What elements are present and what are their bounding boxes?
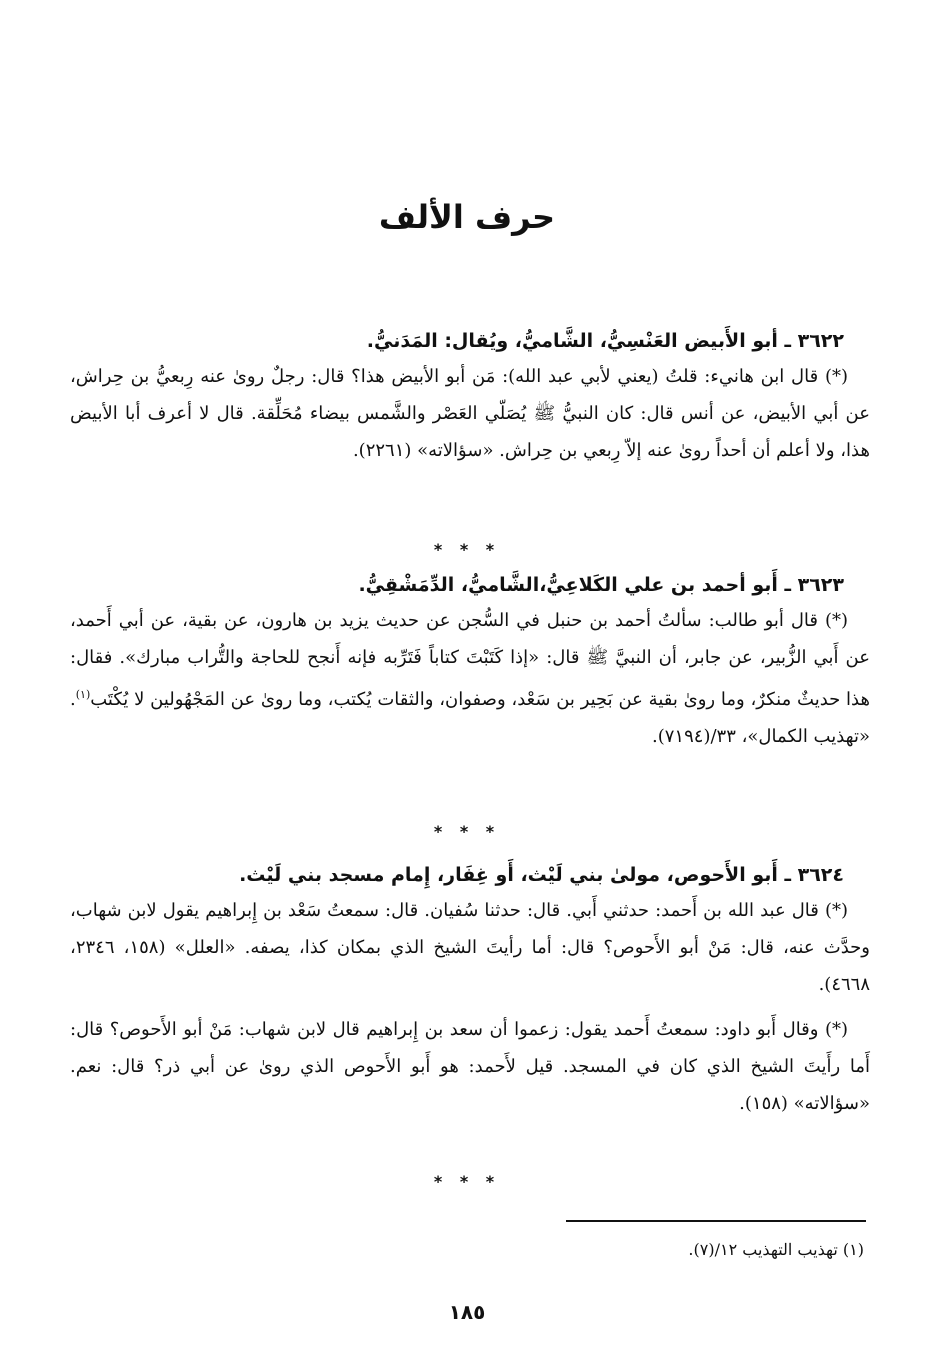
entry-3624 — [70, 860, 870, 1122]
entry-paragraph-text: (*) قال أبو طالب: سألتُ أحمد بن حنبل في السُّجن عن حديث يزيد بن هارون، عن بقية، عن أبي أَحمد، عن أَبي الزُّبير، عن جابر، أن النبيَّ ﷺ قال: «إذا كَتَبْتَ كتاباً فَتَرِّبه فإنه أَنجح للحاجة والتُّراب مبارك». فقال: هذا حديثٌ منكرٌ، وما روىٰ بقية عن بَحِير بن سَعْد، وصفوان، والثقات يُكتب، وما روىٰ عن المَجْهُولين لا يُكْتَب — [70, 610, 871, 710]
footnote-divider — [566, 1220, 866, 1222]
section-separator: * * * — [433, 1172, 501, 1191]
entry-heading: ٣٦٢٤ ـ أَبو الأَحوص، مولىٰ بني لَيْث، أَو غِفَار، إِمام مسجد بني لَيْث. — [239, 864, 844, 886]
citation: «تهذيب الكمال»، ٣٣/(٧١٩٤). — [652, 726, 870, 747]
page-number: ١٨٥ — [448, 1300, 486, 1324]
entry-paragraph: (*) قال أبو طالب: سألتُ أحمد بن حنبل في السُّجن عن حديث يزيد بن هارون، عن بقية، عن أبي أَحمد، عن أَبي الزُّبير، عن جابر، أن النبيَّ ﷺ قال: «إذا كَتَبْتَ كتاباً فَتَرِّبه فإنه أَنجح للحاجة والتُّراب مبارك». فقال: هذا حديثٌ منكرٌ، وما روىٰ بقية عن بَحِير بن سَعْد، وصفوان، والثقات يُكتب، وما روىٰ عن المَجْهُولين لا يُكْتَب$^{(١)}$. «تهذيب الكمال»، ٣٣/(٧١٩٤). — [70, 610, 871, 747]
section-separator: * * * — [433, 540, 501, 559]
entry-paragraph: (*) قال عبد الله بن أَحمد: حدثني أَبي. قال: حدثنا سُفيان. قال: سمعتُ سَعْد بن إِبراهيم يقول لابن شهاب، وحدَّث عنه، قال: مَنْ أبو الأَحوص؟ قال: أما رأيتَ الشيخ الذي بمكان كذا، يصفه. «العلل» (١٥٨، ٢٣٤٦، ٤٦٦٨). — [70, 900, 870, 995]
entry-heading: ٣٦٢٣ ـ أَبو أحمد بن علي الكَلاعِيُّ،الشَّاميُّ، الدِّمَشْقِيُّ. — [358, 574, 844, 596]
footnote: (١) تهذيب التهذيب ١٢/(٧). — [688, 1240, 864, 1259]
entry-3623 — [70, 570, 870, 755]
entry-3622 — [70, 326, 870, 469]
footnote-reference[interactable]: (١) — [75, 688, 91, 701]
entry-heading: ٣٦٢٢ ـ أبو الأَبيض العَنْسِيُّ، الشَّاميُّ، ويُقال: المَدَنيُّ. — [366, 330, 844, 352]
entry-paragraph: (*) وقال أَبو داود: سمعتُ أَحمد يقول: زعموا أن سعد بن إِبراهيم قال لابن شهاب: مَنْ أبو الأَحوص؟ قال: أَما رأَيتَ الشيخ الذي كان في المسجد. قيل لأَحمد: هو أَبو الأَحوص الذي روىٰ عن أبي ذر؟ قال: نعم. «سؤالاته» (١٥٨). — [70, 1019, 870, 1114]
section-separator: * * * — [433, 822, 501, 841]
entry-paragraph: (*) قال ابن هانيء: قلتُ (يعني لأبي عبد الله): مَن أبو الأبيض هذا؟ قال: رجلٌ روىٰ عنه رِبعيُّ بن حِراش، عن أبي الأبيض، عن أنس قال: كان النبيُّ ﷺ يُصَلّي العَصْر والشَّمس بيضاء مُحَلِّقة. قال لا أعرف أبا الأبيض هذا، ولا أعلم أن أحداً روىٰ عنه إلاّ رِبعي بن حِراش. «سؤالاته» (٢٢٦١). — [70, 366, 870, 461]
chapter-title: حرف الألف — [378, 198, 556, 236]
